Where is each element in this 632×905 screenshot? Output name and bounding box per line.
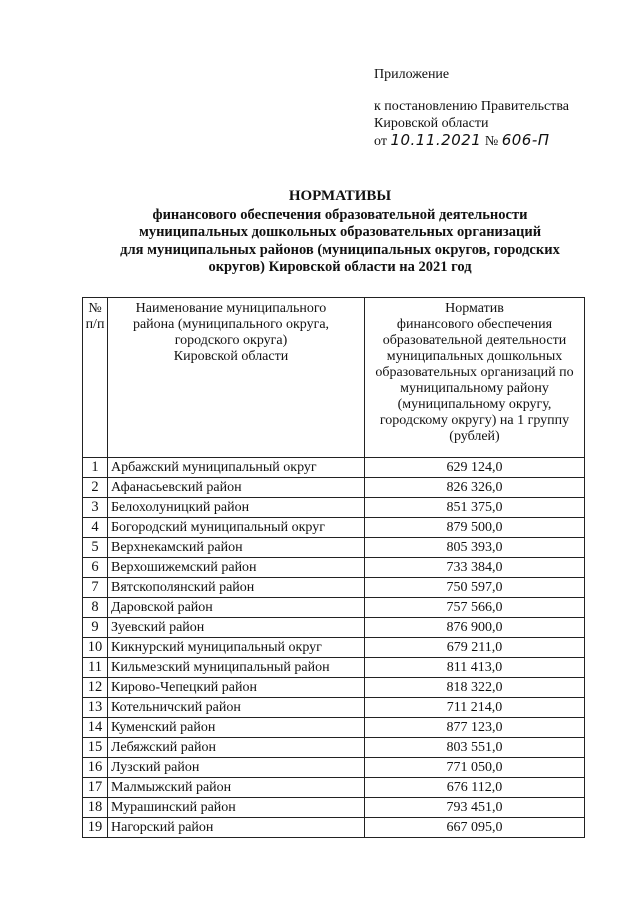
title-line-1: финансового обеспечения образовательной деятельности xyxy=(152,206,528,223)
norm-value: 679 211,0 xyxy=(365,638,585,658)
row-number: 2 xyxy=(83,478,108,498)
norm-value: 879 500,0 xyxy=(365,518,585,538)
norm-value: 877 123,0 xyxy=(365,718,585,738)
district-name: Вятскополянский район xyxy=(108,578,365,598)
norm-value: 757 566,0 xyxy=(365,598,585,618)
title-line-2: муниципальных дошкольных образовательных организаций xyxy=(138,224,542,240)
row-number: 12 xyxy=(83,678,108,698)
table-row xyxy=(83,738,585,758)
header-number-line: п/п xyxy=(85,317,105,332)
annex-block xyxy=(374,66,569,150)
header-value-line: (муниципальному округу, xyxy=(397,397,552,412)
norm-value: 803 551,0 xyxy=(365,738,585,758)
norm-value: 711 214,0 xyxy=(365,698,585,718)
header-value-line: муниципальному району xyxy=(400,381,549,396)
district-name: Лебяжский район xyxy=(108,738,365,758)
table-row xyxy=(83,638,585,658)
row-number: 14 xyxy=(83,718,108,738)
table-row xyxy=(83,778,585,798)
norm-value: 733 384,0 xyxy=(365,558,585,578)
table-row xyxy=(83,718,585,738)
district-name: Куменский район xyxy=(108,718,365,738)
norms-table xyxy=(82,297,585,838)
row-number: 8 xyxy=(83,598,108,618)
date-prefix: от xyxy=(374,134,387,149)
table-header-row xyxy=(83,298,585,458)
table-row xyxy=(83,618,585,638)
handwritten-date: 10.11.2021 xyxy=(390,131,482,149)
norm-value: 818 322,0 xyxy=(365,678,585,698)
table-row xyxy=(83,538,585,558)
table-row xyxy=(83,578,585,598)
table-body xyxy=(83,458,585,838)
table-row xyxy=(83,698,585,718)
row-number: 11 xyxy=(83,658,108,678)
table-row xyxy=(83,678,585,698)
document-title xyxy=(60,188,620,277)
header-value-line: городскому округу) на 1 группу xyxy=(379,413,570,428)
header-value-line: финансового обеспечения xyxy=(396,317,553,332)
table-row xyxy=(83,478,585,498)
district-name: Афанасьевский район xyxy=(108,478,365,498)
norm-value: 826 326,0 xyxy=(365,478,585,498)
district-name: Малмыжский район xyxy=(108,778,365,798)
district-name: Кирово-Чепецкий район xyxy=(108,678,365,698)
district-name: Кильмезский муниципальный район xyxy=(108,658,365,678)
district-name: Даровской район xyxy=(108,598,365,618)
annex-title: Приложение xyxy=(374,67,450,82)
table-row xyxy=(83,598,585,618)
row-number: 3 xyxy=(83,498,108,518)
header-number-line: № xyxy=(88,301,102,316)
norm-value: 771 050,0 xyxy=(365,758,585,778)
district-name: Нагорский район xyxy=(108,818,365,838)
norm-value: 793 451,0 xyxy=(365,798,585,818)
row-number: 13 xyxy=(83,698,108,718)
title-line-3: для муниципальных районов (муниципальных округов, городских xyxy=(120,241,560,258)
table-row xyxy=(83,658,585,678)
district-name: Верхошижемский район xyxy=(108,558,365,578)
row-number: 10 xyxy=(83,638,108,658)
header-value-line: (рублей) xyxy=(449,429,500,444)
norm-value: 811 413,0 xyxy=(365,658,585,678)
norm-value: 805 393,0 xyxy=(365,538,585,558)
row-number: 1 xyxy=(83,458,108,478)
table-row xyxy=(83,558,585,578)
title-main: НОРМАТИВЫ xyxy=(288,188,392,204)
header-name-line: Кировской области xyxy=(173,349,289,364)
table-row xyxy=(83,498,585,518)
row-number: 7 xyxy=(83,578,108,598)
norm-value: 750 597,0 xyxy=(365,578,585,598)
norm-value: 876 900,0 xyxy=(365,618,585,638)
row-number: 15 xyxy=(83,738,108,758)
table-row xyxy=(83,818,585,838)
header-name-line: Наименование муниципального xyxy=(135,301,327,316)
title-line-4: округов) Кировской области на 2021 год xyxy=(208,259,472,275)
header-value-line: образовательной деятельности xyxy=(382,333,567,348)
row-number: 9 xyxy=(83,618,108,638)
header-value-line: муниципальных дошкольных xyxy=(386,349,563,364)
district-name: Кикнурский муниципальный округ xyxy=(108,638,365,658)
row-number: 4 xyxy=(83,518,108,538)
header-value-line: Норматив xyxy=(445,301,504,316)
district-name: Мурашинский район xyxy=(108,798,365,818)
district-name: Богородский муниципальный округ xyxy=(108,518,365,538)
row-number: 5 xyxy=(83,538,108,558)
norm-value: 676 112,0 xyxy=(365,778,585,798)
header-value xyxy=(365,298,585,458)
table-row xyxy=(83,518,585,538)
table-row xyxy=(83,758,585,778)
row-number: 18 xyxy=(83,798,108,818)
row-number: 6 xyxy=(83,558,108,578)
header-name xyxy=(108,298,365,458)
norm-value: 629 124,0 xyxy=(365,458,585,478)
norm-value: 851 375,0 xyxy=(365,498,585,518)
district-name: Лузский район xyxy=(108,758,365,778)
header-name-line: городского округа) xyxy=(174,333,288,348)
row-number: 16 xyxy=(83,758,108,778)
district-name: Верхнекамский район xyxy=(108,538,365,558)
header-name-line: района (муниципального округа, xyxy=(132,317,330,332)
annex-date-line xyxy=(374,132,569,150)
annex-line-decree: к постановлению Правительства xyxy=(374,99,570,114)
handwritten-number: 606-П xyxy=(501,131,550,149)
header-value-line: образовательных организаций по xyxy=(375,365,574,380)
district-name: Белохолуницкий район xyxy=(108,498,365,518)
norm-value: 667 095,0 xyxy=(365,818,585,838)
annex-line-region: Кировской области xyxy=(374,116,489,131)
district-name: Зуевский район xyxy=(108,618,365,638)
table-row xyxy=(83,798,585,818)
row-number: 19 xyxy=(83,818,108,838)
district-name: Арбажский муниципальный округ xyxy=(108,458,365,478)
number-prefix: № xyxy=(484,134,499,149)
table-row xyxy=(83,458,585,478)
header-number xyxy=(83,298,108,458)
district-name: Котельничский район xyxy=(108,698,365,718)
row-number: 17 xyxy=(83,778,108,798)
